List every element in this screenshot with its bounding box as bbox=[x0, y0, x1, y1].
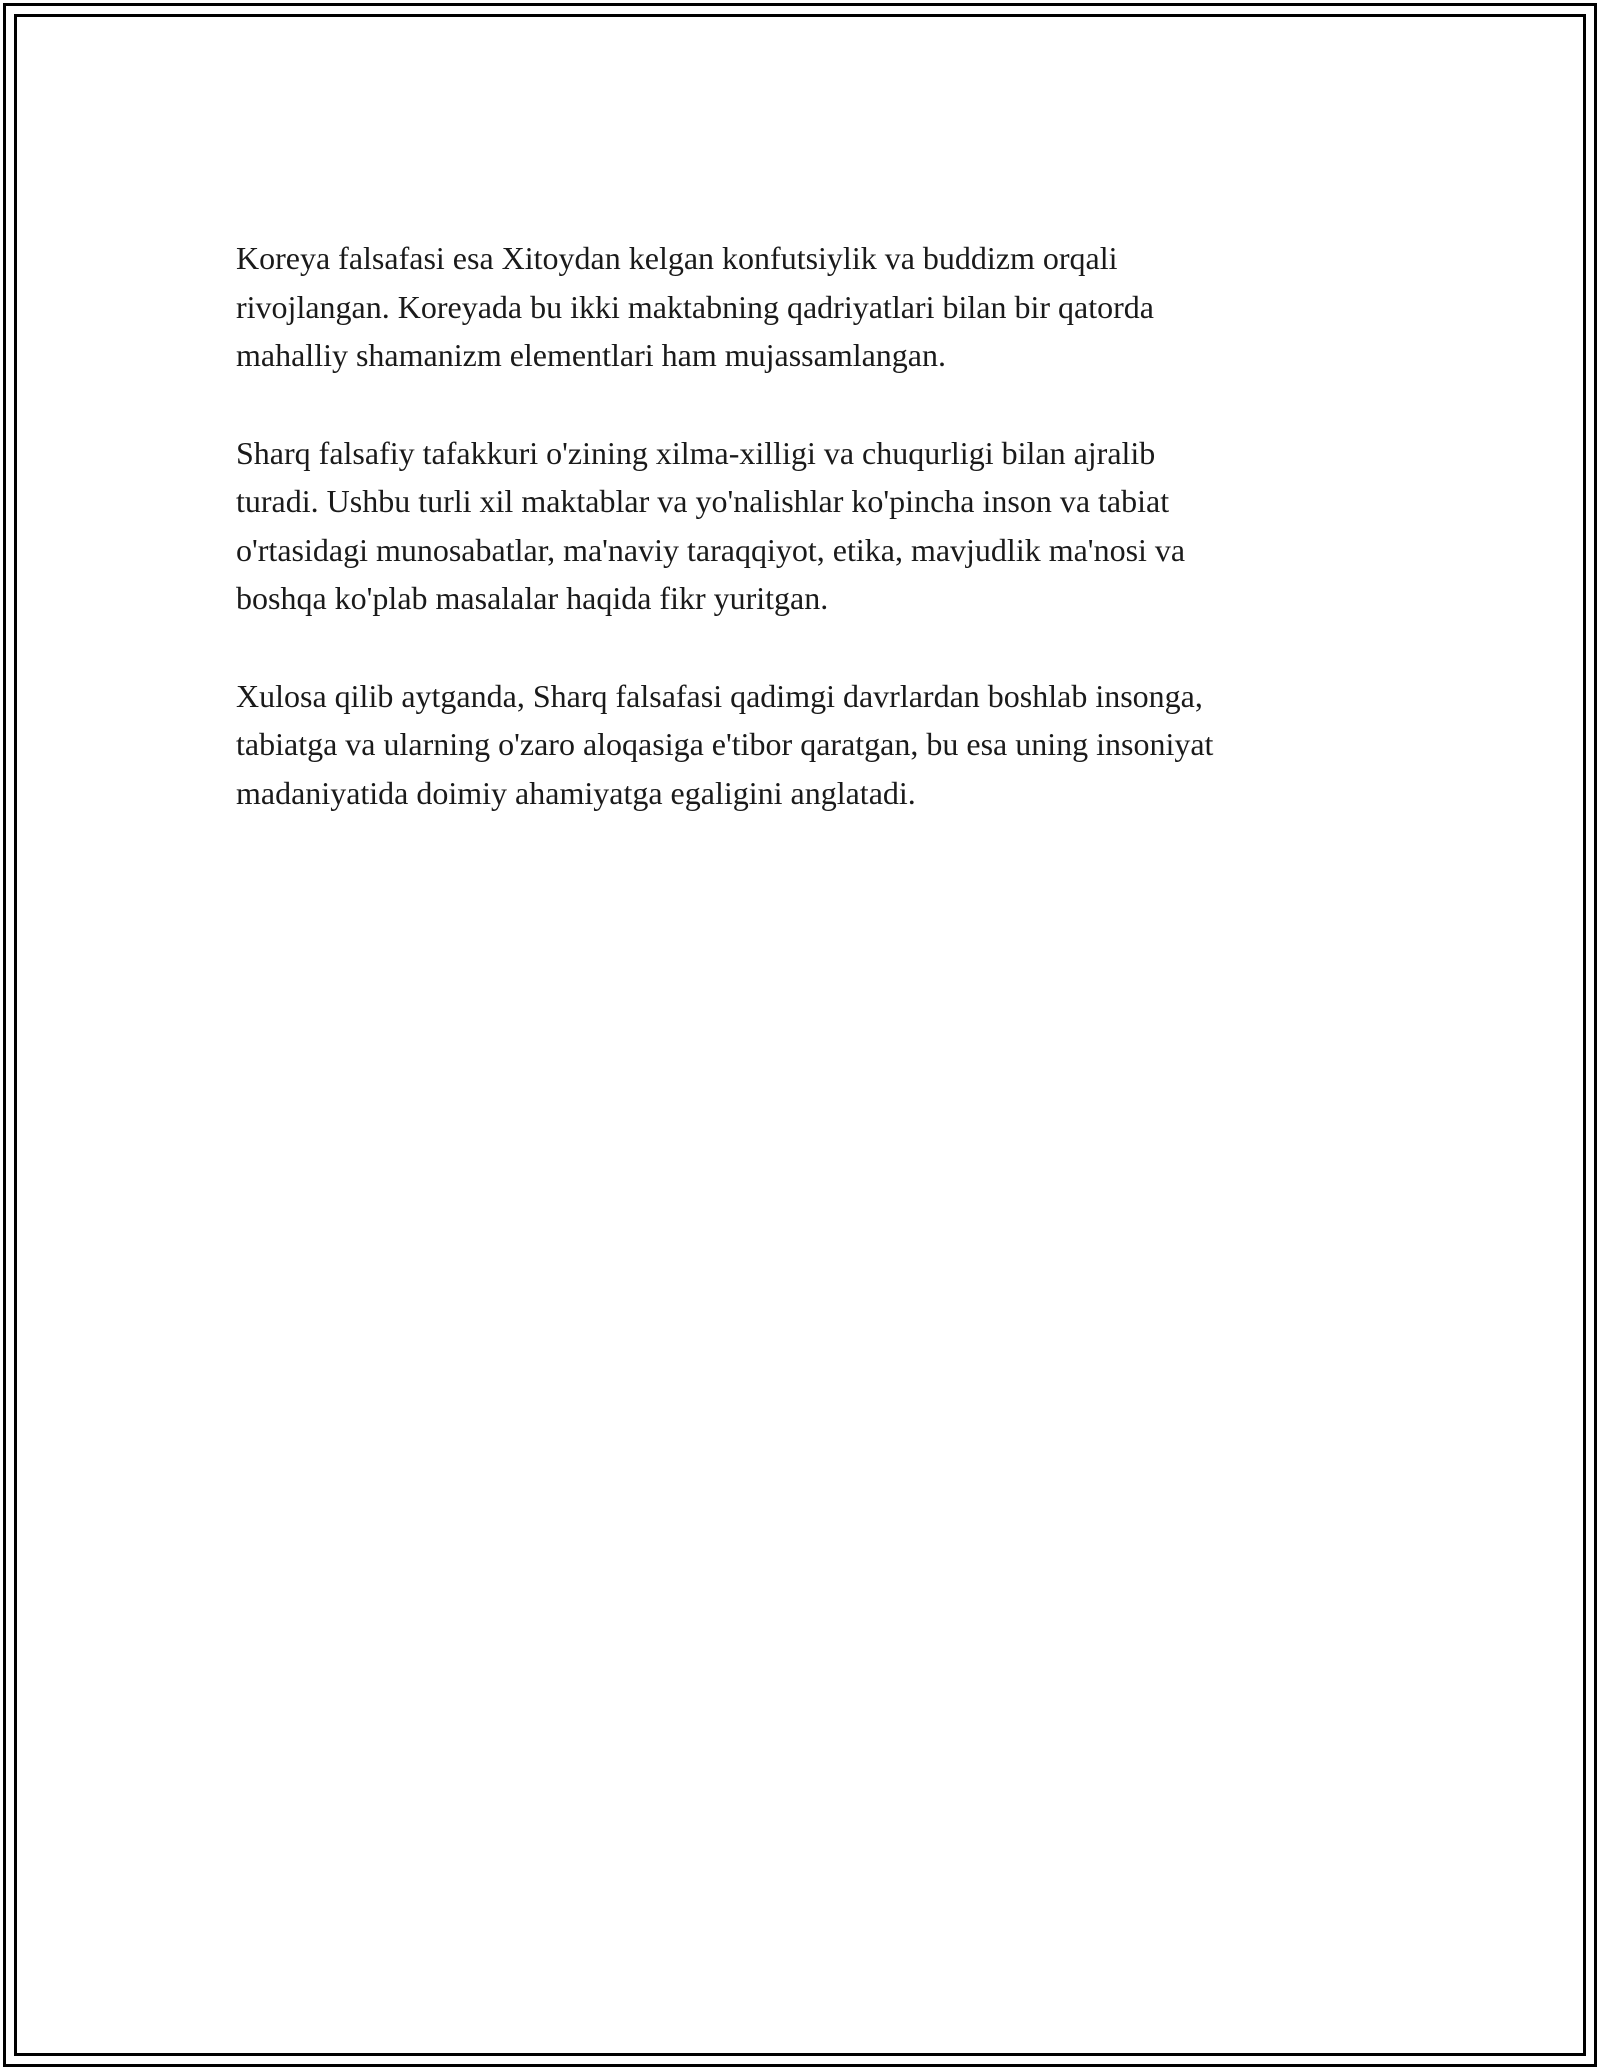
paragraph-korean-philosophy: Koreya falsafasi esa Xitoydan kelgan konfutsiylik va buddizm orqali rivojlangan. Koreyada bu ikki maktabning qadriyatlari bilan bir qatorda mahalliy shamanizm elementlari ham mujassamlangan. bbox=[236, 240, 1154, 373]
paragraph-eastern-thought: Sharq falsafiy tafakkuri o'zining xilma-xilligi va chuqurligi bilan ajralib turadi. Ushbu turli xil maktablar va yo'nalishlar ko'pincha inson va tabiat o'rtasidagi munosabatlar, ma'naviy taraqqiyot, etika, mavjudlik ma'nosi va boshqa ko'plab masalalar haqida fikr yuritgan. bbox=[236, 434, 1186, 616]
paragraph-conclusion: Xulosa qilib aytganda, Sharq falsafasi qadimgi davrlardan boshlab insonga, tabiatga va ularning o'zaro aloqasiga e'tibor qaratgan, bu esa uning insoniyat madaniyatida doimiy ahamiyatga egaligini anglatadi. bbox=[236, 677, 1214, 811]
document-body bbox=[236, 234, 1366, 866]
